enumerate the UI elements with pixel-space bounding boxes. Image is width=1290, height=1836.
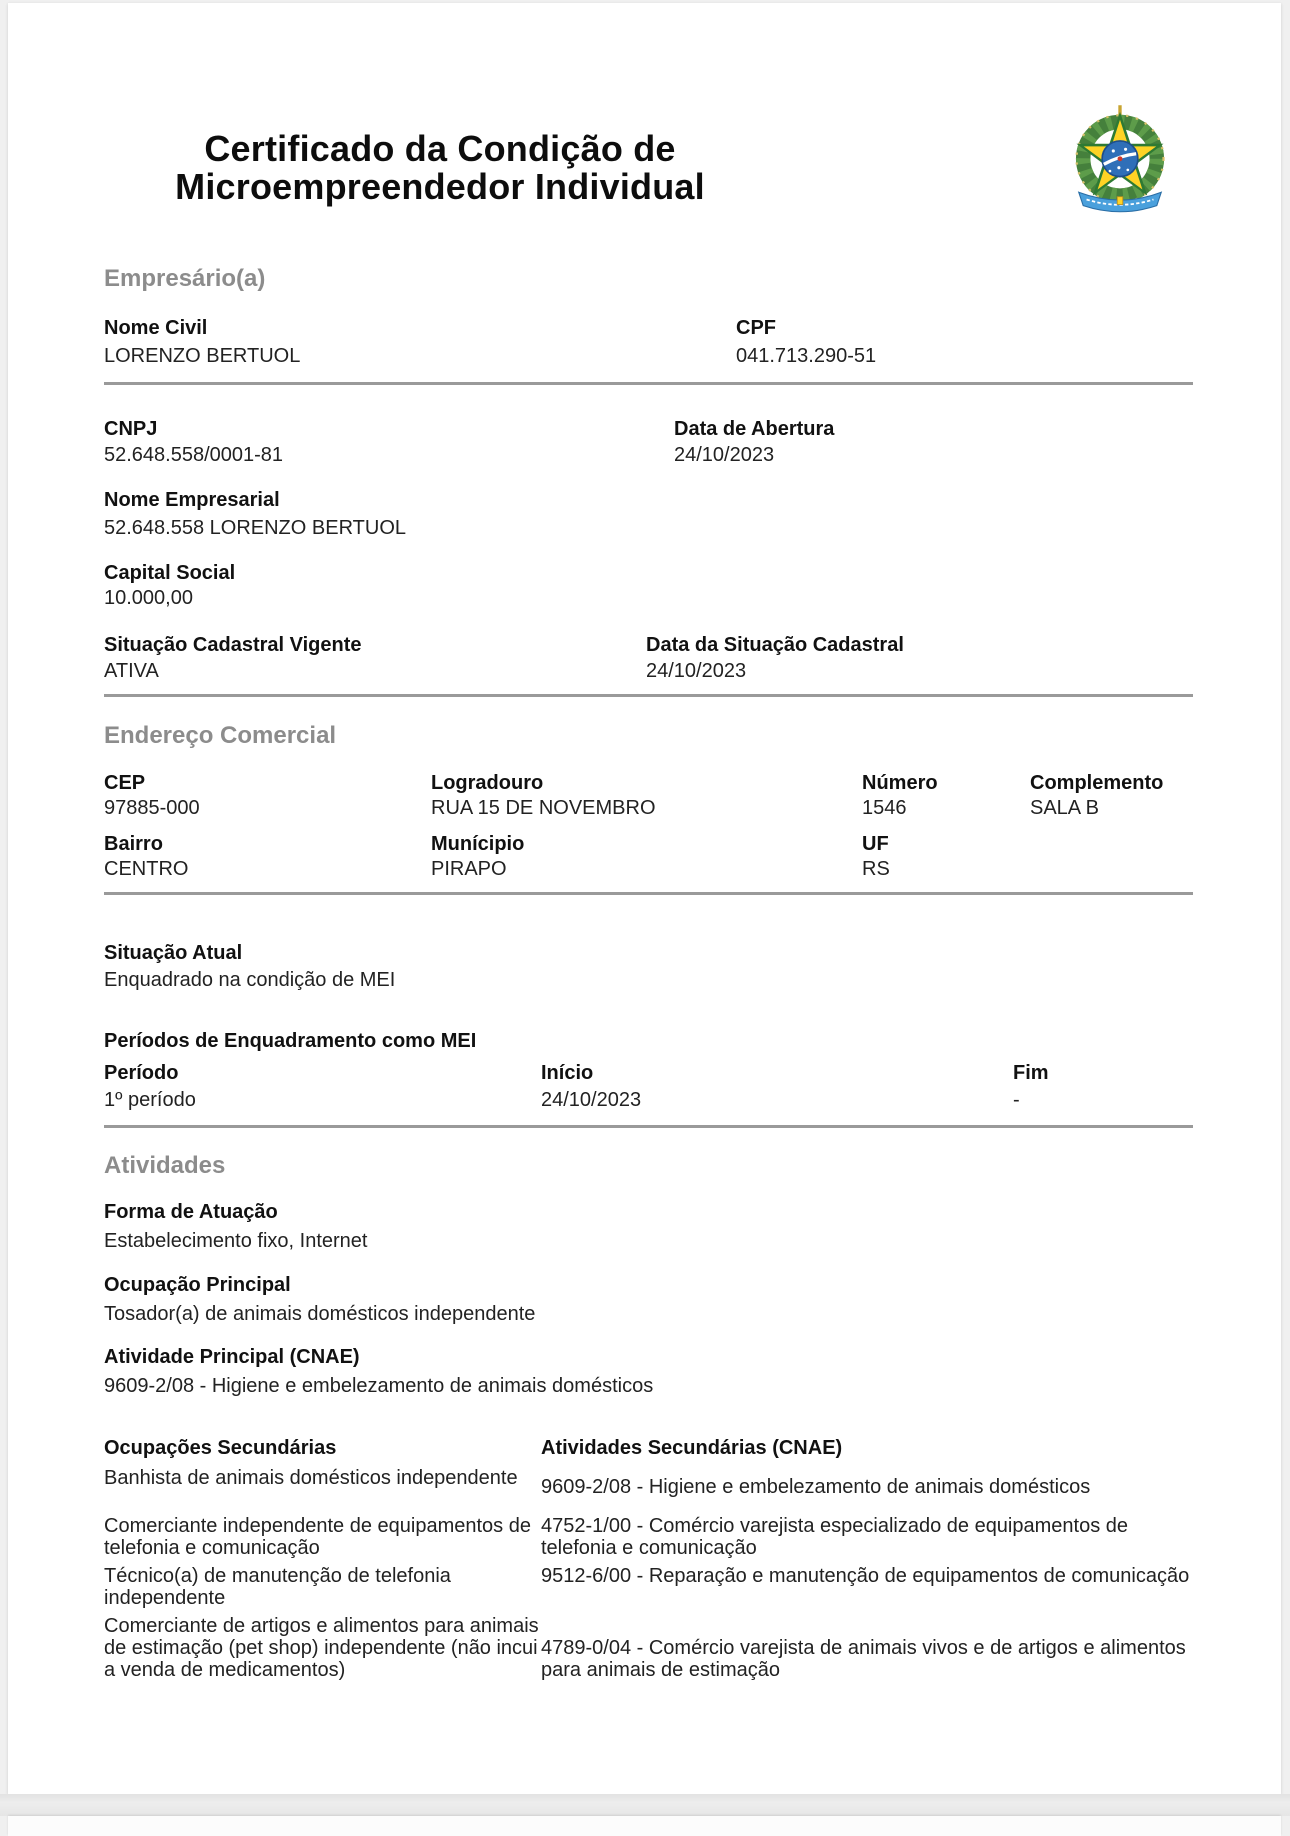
- certificate-page: [8, 3, 1281, 1794]
- ocupacao-secundaria-row: Banhista de animais domésticos independente: [104, 1467, 518, 1489]
- section-heading-endereco: Endereço Comercial: [104, 722, 337, 749]
- bairro-label: Bairro: [104, 833, 163, 855]
- ocupacao-secundaria-row: Técnico(a) de manutenção de telefonia independente: [104, 1565, 451, 1609]
- logradouro-value: RUA 15 DE NOVEMBRO: [431, 797, 656, 819]
- cep-label: CEP: [104, 772, 146, 794]
- nome-civil-label: Nome Civil: [104, 317, 208, 339]
- cpf-value: 041.713.290-51: [736, 345, 877, 367]
- atividades-secundarias-header: Atividades Secundárias (CNAE): [541, 1437, 843, 1459]
- periodos-heading: Períodos de Enquadramento como MEI: [104, 1030, 477, 1052]
- ocupacao-principal-value: Tosador(a) de animais domésticos independente: [104, 1303, 536, 1325]
- data-abertura-value: 24/10/2023: [674, 444, 775, 466]
- complemento-value: SALA B: [1030, 797, 1099, 819]
- numero-value: 1546: [862, 797, 907, 819]
- atividade-secundaria-row: 9512-6/00 - Reparação e manutenção de equipamentos de comunicação: [541, 1565, 1190, 1587]
- forma-atuacao-label: Forma de Atuação: [104, 1201, 278, 1223]
- situacao-cadastral-label: Situação Cadastral Vigente: [104, 634, 362, 656]
- atividade-principal-value: 9609-2/08 - Higiene e embelezamento de animais domésticos: [104, 1375, 654, 1397]
- capital-social-label: Capital Social: [104, 562, 236, 584]
- capital-social-value: 10.000,00: [104, 587, 193, 609]
- forma-atuacao-value: Estabelecimento fixo, Internet: [104, 1230, 368, 1252]
- data-situacao-value: 24/10/2023: [646, 660, 747, 682]
- periodo-value: 1º período: [104, 1089, 196, 1111]
- section-heading-empresario: Empresário(a): [104, 265, 266, 292]
- page-title-line1: Certificado da Condição de: [204, 128, 676, 169]
- ocupacao-secundaria-row: Comerciante independente de equipamentos de telefonia e comunicação: [104, 1515, 531, 1559]
- situacao-atual-value: Enquadrado na condição de MEI: [104, 969, 396, 991]
- inicio-col-header: Início: [541, 1062, 594, 1084]
- periodo-col-header: Período: [104, 1062, 179, 1084]
- ocupacao-secundaria-row: Comerciante de artigos e alimentos para animais de estimação (pet shop) independente (não incui a venda de medicamentos): [104, 1615, 539, 1681]
- next-page-edge: [8, 1816, 1281, 1836]
- situacao-atual-label: Situação Atual: [104, 942, 243, 964]
- situacao-cadastral-value: ATIVA: [104, 660, 159, 682]
- atividade-secundaria-row: 4752-1/00 - Comércio varejista especializado de equipamentos de telefonia e comunicação: [541, 1515, 1129, 1559]
- municipio-label: Munícipio: [431, 833, 525, 855]
- cnpj-label: CNPJ: [104, 418, 158, 440]
- complemento-label: Complemento: [1030, 772, 1164, 794]
- cpf-label: CPF: [736, 317, 776, 339]
- section-divider: [104, 892, 1193, 895]
- bairro-value: CENTRO: [104, 858, 189, 880]
- page-title-line2: Microempreendedor Individual: [175, 166, 705, 207]
- atividade-secundaria-row: 9609-2/08 - Higiene e embelezamento de animais domésticos: [541, 1476, 1091, 1498]
- page-title: [140, 130, 740, 206]
- logradouro-label: Logradouro: [431, 772, 544, 794]
- atividade-principal-label: Atividade Principal (CNAE): [104, 1346, 360, 1368]
- fim-col-header: Fim: [1013, 1062, 1049, 1084]
- ocupacoes-secundarias-header: Ocupações Secundárias: [104, 1437, 337, 1459]
- section-heading-atividades: Atividades: [104, 1152, 226, 1179]
- nome-empresarial-label: Nome Empresarial: [104, 489, 280, 511]
- ocupacao-principal-label: Ocupação Principal: [104, 1274, 291, 1296]
- atividade-secundaria-row: 4789-0/04 - Comércio varejista de animais vivos e de artigos e alimentos para animais de estimação: [541, 1637, 1186, 1681]
- cep-value: 97885-000: [104, 797, 200, 819]
- fim-value: -: [1013, 1089, 1020, 1111]
- section-divider: [104, 1125, 1193, 1128]
- inicio-value: 24/10/2023: [541, 1089, 642, 1111]
- cnpj-value: 52.648.558/0001-81: [104, 444, 284, 466]
- section-divider: [104, 694, 1193, 697]
- data-abertura-label: Data de Abertura: [674, 418, 835, 440]
- nome-civil-value: LORENZO BERTUOL: [104, 345, 301, 367]
- uf-label: UF: [862, 833, 889, 855]
- uf-value: RS: [862, 858, 890, 880]
- brazil-coat-of-arms-icon: [1064, 103, 1176, 219]
- data-situacao-label: Data da Situação Cadastral: [646, 634, 904, 656]
- numero-label: Número: [862, 772, 938, 794]
- page-break-gap: [0, 1794, 1290, 1816]
- municipio-value: PIRAPO: [431, 858, 507, 880]
- nome-empresarial-value: 52.648.558 LORENZO BERTUOL: [104, 517, 406, 539]
- section-divider: [104, 382, 1193, 385]
